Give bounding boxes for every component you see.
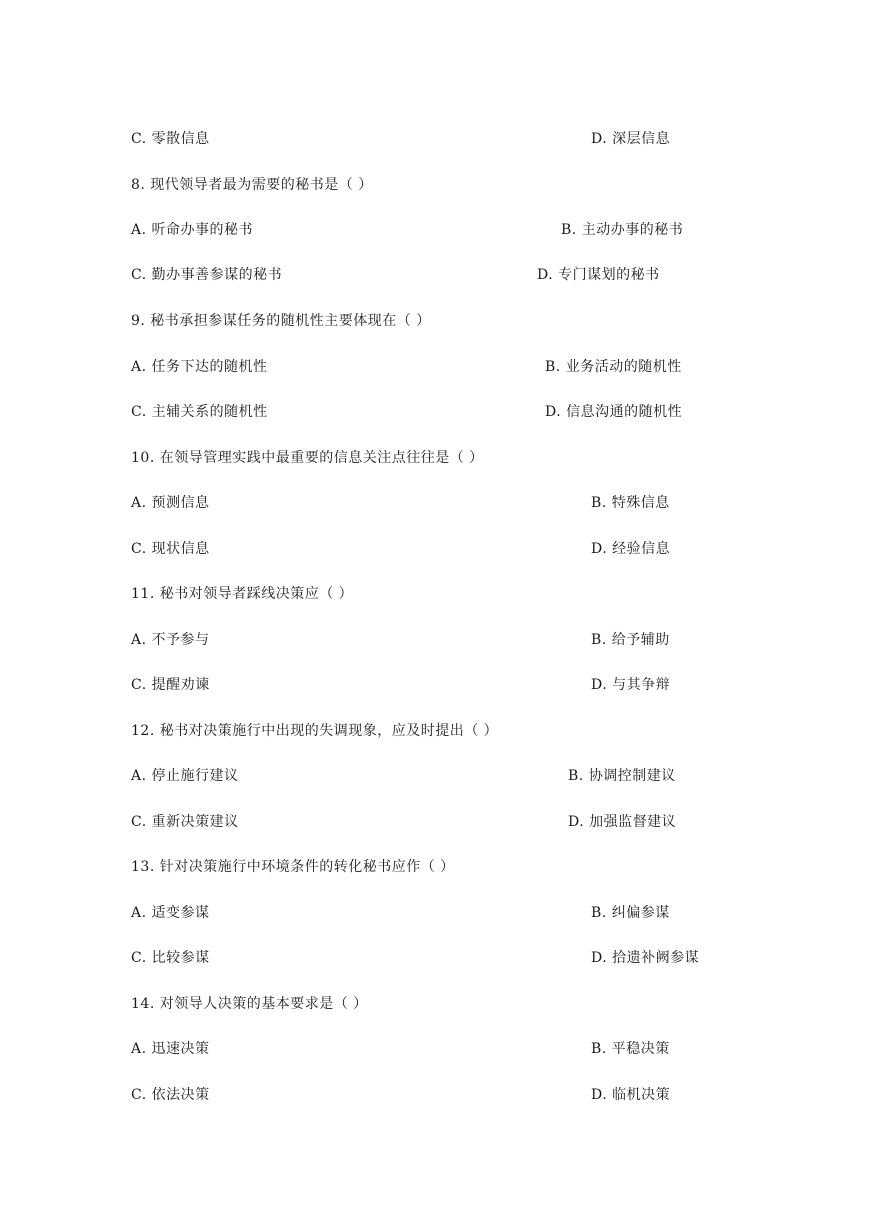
q9-option-c: C. 主辅关系的随机性 xyxy=(131,404,268,420)
q13-option-a: A. 适变参谋 xyxy=(131,905,210,921)
q8-option-b: B. 主动办事的秘书 xyxy=(561,222,684,238)
q14-option-b: B. 平稳决策 xyxy=(591,1041,670,1057)
q14-option-c: C. 依法决策 xyxy=(131,1087,210,1103)
q11-option-d: D. 与其争辩 xyxy=(591,677,671,693)
q13-option-c: C. 比较参谋 xyxy=(131,950,210,966)
q10-option-d: D. 经验信息 xyxy=(591,541,671,557)
q13-option-d: D. 拾遗补阙参谋 xyxy=(591,950,700,966)
q11-option-c: C. 提醒劝谏 xyxy=(131,677,210,693)
q9-stem: 9. 秘书承担参谋任务的随机性主要体现在（ ） xyxy=(131,313,431,329)
q10-stem: 10. 在领导管理实践中最重要的信息关注点往往是（ ） xyxy=(131,450,484,466)
q12-stem: 12. 秘书对决策施行中出现的失调现象，应及时提出（ ） xyxy=(131,723,499,739)
q11-stem: 11. 秘书对领导者踩线决策应（ ） xyxy=(131,586,354,602)
q9-option-a: A. 任务下达的随机性 xyxy=(131,359,268,375)
q12-option-a: A. 停止施行建议 xyxy=(131,768,239,784)
q13-stem: 13. 针对决策施行中环境条件的转化秘书应作（ ） xyxy=(131,859,455,875)
q11-option-a: A. 不予参与 xyxy=(131,632,210,648)
q9-option-b: B. 业务活动的随机性 xyxy=(545,359,682,375)
q7-option-d: D. 深层信息 xyxy=(591,131,671,147)
q9-option-d: D. 信息沟通的随机性 xyxy=(545,404,683,420)
q12-option-b: B. 协调控制建议 xyxy=(568,768,676,784)
q7-option-c: C. 零散信息 xyxy=(131,131,210,147)
q14-option-a: A. 迅速决策 xyxy=(131,1041,210,1057)
q12-option-d: D. 加强监督建议 xyxy=(568,814,677,830)
q8-option-d: D. 专门谋划的秘书 xyxy=(537,267,660,283)
q10-option-a: A. 预测信息 xyxy=(131,495,210,511)
q10-option-b: B. 特殊信息 xyxy=(591,495,670,511)
q10-option-c: C. 现状信息 xyxy=(131,541,210,557)
q8-option-a: A. 听命办事的秘书 xyxy=(131,222,254,238)
q14-stem: 14. 对领导人决策的基本要求是（ ） xyxy=(131,996,368,1012)
q14-option-d: D. 临机决策 xyxy=(591,1087,671,1103)
q8-stem: 8. 现代领导者最为需要的秘书是（ ） xyxy=(131,177,373,193)
q12-option-c: C. 重新决策建议 xyxy=(131,814,239,830)
q11-option-b: B. 给予辅助 xyxy=(591,632,670,648)
q13-option-b: B. 纠偏参谋 xyxy=(591,905,670,921)
q8-option-c: C. 勤办事善参谋的秘书 xyxy=(131,267,283,283)
